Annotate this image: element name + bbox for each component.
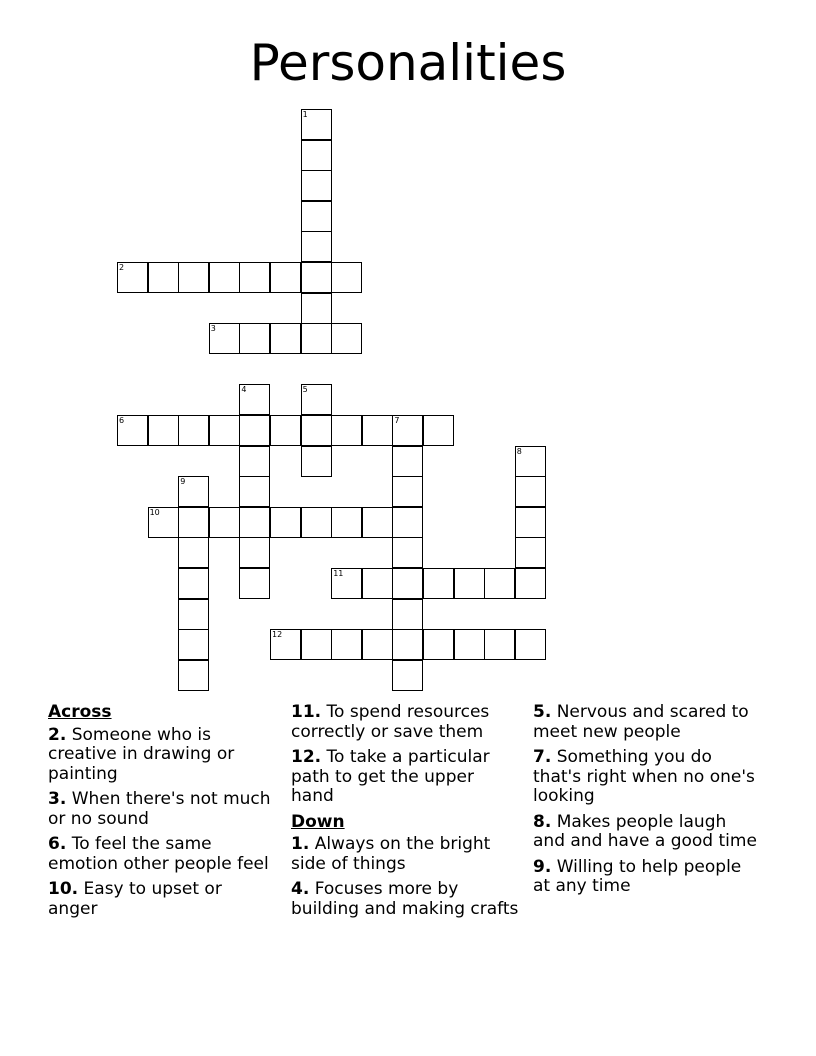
across-clue	[48, 880, 276, 919]
down-clue	[291, 880, 519, 919]
grid-cell[interactable]	[270, 507, 301, 538]
cell-number: 11	[333, 569, 344, 578]
across-clue	[291, 703, 519, 742]
cell-number: 9	[180, 477, 186, 487]
across-heading: Across	[48, 702, 112, 722]
clue-text: Easy to upset or anger	[48, 879, 222, 919]
grid-cell[interactable]	[301, 231, 332, 262]
grid-cell[interactable]	[362, 568, 393, 599]
grid-cell[interactable]	[392, 476, 423, 507]
grid-cell[interactable]	[209, 262, 240, 293]
grid-cell[interactable]	[239, 507, 270, 538]
grid-cell[interactable]	[423, 629, 454, 660]
grid-cell[interactable]	[301, 140, 332, 171]
clue-number: 5.	[533, 702, 552, 722]
grid-cell[interactable]	[301, 109, 332, 140]
grid-cell[interactable]	[239, 384, 270, 415]
grid-cell[interactable]	[148, 415, 179, 446]
clue-text: Focuses more by building and making crafts	[291, 879, 519, 919]
grid-cell[interactable]	[178, 507, 209, 538]
grid-cell[interactable]	[392, 415, 423, 446]
grid-cell[interactable]	[301, 201, 332, 232]
grid-cell[interactable]	[301, 170, 332, 201]
cell-number: 1	[302, 110, 308, 119]
clue-text: To spend resources correctly or save them	[291, 702, 490, 742]
clue-number: 7.	[533, 747, 552, 767]
cell-number: 2	[119, 263, 125, 272]
grid-cell[interactable]	[515, 446, 546, 477]
grid-cell[interactable]	[239, 568, 270, 599]
grid-cell[interactable]	[148, 262, 179, 293]
clue-number: 3.	[48, 789, 67, 809]
clue-text: Someone who is creative in drawing or painting	[48, 724, 235, 784]
clue-number: 8.	[533, 811, 552, 832]
grid-cell[interactable]	[454, 629, 485, 660]
cell-number: 7	[394, 416, 400, 425]
grid-cell[interactable]	[178, 568, 209, 599]
grid-cell[interactable]	[178, 537, 209, 568]
down-clue	[533, 748, 761, 807]
clue-text: To take a particular path to get the upper hand	[291, 747, 490, 806]
grid-cell[interactable]	[301, 507, 332, 538]
grid-cell[interactable]	[178, 415, 209, 446]
clue-number: 2.	[48, 724, 67, 745]
grid-cell[interactable]	[392, 446, 423, 477]
down-clue	[533, 858, 761, 897]
grid-cell[interactable]	[392, 537, 423, 568]
grid-cell[interactable]	[117, 262, 148, 293]
grid-cell[interactable]	[301, 293, 332, 324]
cell-number: 3	[210, 324, 216, 334]
clue-text: Nervous and scared to meet new people	[533, 702, 749, 742]
grid-cell[interactable]	[209, 507, 240, 538]
clue-text: Willing to help people at any time	[533, 856, 742, 896]
grid-cell[interactable]	[362, 507, 393, 538]
grid-cell[interactable]	[239, 476, 270, 507]
grid-cell[interactable]	[178, 476, 209, 507]
clue-number: 11.	[291, 702, 322, 722]
grid-cell[interactable]	[270, 415, 301, 446]
grid-cell[interactable]	[331, 415, 362, 446]
grid-cell[interactable]	[239, 415, 270, 446]
grid-cell[interactable]	[392, 568, 423, 599]
grid-cell[interactable]	[178, 660, 209, 691]
down-heading: Down	[291, 811, 345, 832]
cell-number: 6	[119, 416, 125, 425]
cell-number: 8	[516, 446, 522, 456]
grid-cell[interactable]	[454, 568, 485, 599]
grid-cell[interactable]	[301, 323, 332, 354]
clue-number: 10.	[48, 879, 79, 899]
clue-text: Something you do that's right when no one's looking	[533, 747, 755, 806]
grid-cell[interactable]	[423, 415, 454, 446]
grid-cell[interactable]	[331, 507, 362, 538]
grid-cell[interactable]	[392, 507, 423, 538]
down-clue	[291, 835, 519, 874]
grid-cell[interactable]	[301, 415, 332, 446]
grid-cell[interactable]	[209, 415, 240, 446]
grid-cell[interactable]	[392, 599, 423, 630]
grid-cell[interactable]	[178, 629, 209, 660]
clue-number: 4.	[291, 879, 310, 899]
down-clue	[533, 813, 761, 852]
grid-cell[interactable]	[362, 629, 393, 660]
across-clue	[48, 835, 276, 874]
clue-number: 9.	[533, 856, 552, 877]
across-clue	[48, 790, 276, 829]
grid-cell[interactable]	[362, 415, 393, 446]
grid-cell[interactable]	[301, 384, 332, 415]
grid-cell[interactable]	[270, 629, 301, 660]
clue-text: Makes people laugh and and have a good time	[533, 811, 757, 851]
clue-column-3	[533, 703, 761, 903]
grid-cell[interactable]	[301, 446, 332, 477]
clue-column-1	[48, 703, 276, 925]
grid-cell[interactable]	[515, 629, 546, 660]
grid-cell[interactable]	[178, 262, 209, 293]
grid-cell[interactable]	[178, 599, 209, 630]
grid-cell[interactable]	[239, 537, 270, 568]
cell-number: 4	[241, 385, 247, 395]
grid-cell[interactable]	[392, 660, 423, 691]
grid-cell[interactable]	[515, 568, 546, 599]
grid-cell[interactable]	[515, 537, 546, 568]
cell-number: 10	[149, 507, 160, 517]
grid-cell[interactable]	[423, 568, 454, 599]
clue-text: To feel the same emotion other people feel	[48, 834, 269, 874]
grid-cell[interactable]	[484, 629, 515, 660]
clue-number: 6.	[48, 834, 67, 854]
grid-cell[interactable]	[239, 446, 270, 477]
grid-cell[interactable]	[484, 568, 515, 599]
puzzle-title: Personalities	[249, 34, 567, 92]
clue-text: When there's not much or no sound	[48, 789, 271, 829]
grid-cell[interactable]	[270, 262, 301, 293]
grid-cell[interactable]	[239, 323, 270, 354]
grid-cell[interactable]	[515, 507, 546, 538]
cell-number: 5	[302, 385, 308, 395]
clue-number: 1.	[291, 834, 310, 854]
grid-cell[interactable]	[209, 323, 240, 354]
grid-cell[interactable]	[270, 323, 301, 354]
grid-cell[interactable]	[301, 262, 332, 293]
grid-cell[interactable]	[515, 476, 546, 507]
across-clue	[48, 726, 276, 785]
clue-text: Always on the bright side of things	[291, 834, 491, 874]
cell-number: 12	[272, 630, 283, 640]
grid-cell[interactable]	[392, 629, 423, 660]
grid-cell[interactable]	[148, 507, 179, 538]
grid-cell[interactable]	[331, 323, 362, 354]
grid-cell[interactable]	[117, 415, 148, 446]
grid-cell[interactable]	[331, 568, 362, 599]
grid-cell[interactable]	[331, 262, 362, 293]
clue-number: 12.	[291, 747, 322, 767]
clue-column-2	[291, 703, 519, 925]
grid-cell[interactable]	[301, 629, 332, 660]
across-clue	[291, 748, 519, 807]
grid-cell[interactable]	[239, 262, 270, 293]
down-clue	[533, 703, 761, 742]
grid-cell[interactable]	[331, 629, 362, 660]
